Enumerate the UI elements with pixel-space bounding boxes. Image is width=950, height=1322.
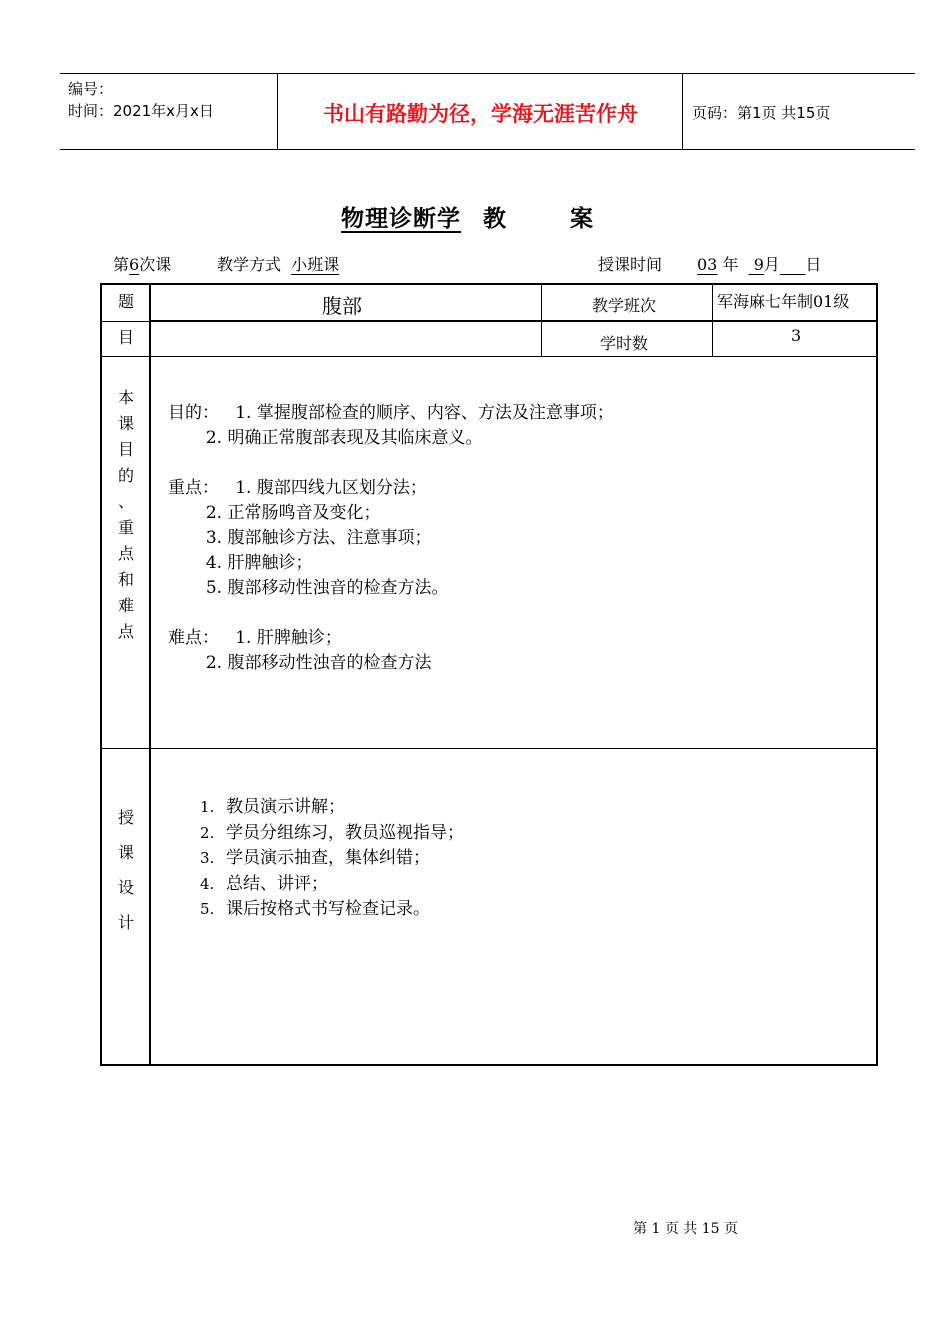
- goals-label-char: 本: [117, 388, 134, 407]
- goals-label-char: 、: [117, 492, 134, 511]
- goals-line: 重点： 1. 腹部四线九区划分法；: [168, 478, 427, 498]
- session-number: 6: [129, 255, 140, 274]
- goals-label-char: 重: [117, 518, 134, 537]
- design-label-char: 课: [117, 843, 134, 862]
- goals-line: 2. 腹部移动性浊音的检查方法: [168, 653, 432, 673]
- method-label: 教学方式: [217, 255, 282, 274]
- goals-line: 难点： 1. 肝脾触诊；: [168, 628, 342, 648]
- column-divider: [541, 285, 542, 357]
- design-item: [200, 792, 464, 818]
- day-suffix: 日: [805, 255, 822, 274]
- lesson-table: [100, 283, 878, 1066]
- year-value: 03: [697, 255, 718, 274]
- page-title: [0, 200, 950, 233]
- row-divider: [102, 356, 878, 357]
- design-label-char: 设: [117, 878, 134, 897]
- number-label: 编号：: [68, 80, 114, 98]
- topic-value: 腹部: [322, 294, 362, 318]
- subject-title: 物理诊断学: [340, 205, 461, 232]
- day-blank: [780, 255, 805, 274]
- year-suffix: 年: [722, 255, 739, 274]
- design-item: [200, 869, 464, 895]
- header-left: [68, 78, 214, 122]
- design-item-number: 4.: [200, 874, 215, 893]
- goals-line: 5. 腹部移动性浊音的检查方法。: [168, 578, 449, 598]
- design-item-number: 2.: [200, 823, 215, 842]
- goals-content: [168, 401, 614, 676]
- design-item-text: 学员分组练习，教员巡视指导；: [226, 822, 464, 843]
- design-item-text: 学员演示抽查，集体纠错；: [226, 848, 430, 868]
- design-item-text: 课后按格式书写检查记录。: [226, 899, 430, 919]
- goals-label-char: 目: [117, 440, 134, 459]
- design-item-text: 教员演示讲解；: [226, 797, 345, 817]
- row-divider: [102, 321, 149, 322]
- header-divider: [682, 74, 683, 149]
- document-header: [60, 73, 915, 150]
- goals-label-char: 和: [117, 570, 134, 589]
- goals-line: 2. 正常肠鸣音及变化；: [168, 503, 381, 523]
- goals-label-char: 点: [117, 544, 134, 563]
- design-item-number: 3.: [200, 849, 215, 867]
- goals-label-char: 难: [117, 596, 134, 615]
- goals-label-char: 的: [117, 466, 134, 485]
- goals-line: [168, 451, 614, 476]
- goals-line: 3. 腹部触诊方法、注意事项；: [168, 528, 432, 548]
- row-divider: [149, 320, 876, 322]
- goals-label-char: 课: [117, 414, 134, 433]
- row-divider: [102, 748, 878, 749]
- date-info: [697, 252, 821, 275]
- motto: 书山有路勤为径，学海无涯苦作舟: [323, 102, 638, 126]
- method-value: 小班课: [291, 255, 340, 274]
- topic-label-1: 题: [117, 292, 134, 311]
- design-item-number: 5.: [200, 900, 215, 918]
- session-info: [113, 252, 171, 275]
- goals-label-char: 点: [117, 622, 134, 641]
- topic-label-2: 目: [117, 328, 134, 347]
- design-item: [200, 818, 464, 844]
- design-label-char: 计: [117, 913, 134, 932]
- session-prefix: 第: [113, 255, 130, 274]
- method-info: [217, 252, 339, 275]
- design-item-text: 总结、讲评；: [226, 873, 328, 894]
- time-info: [598, 252, 662, 275]
- page-footer: 第 1 页 共 15 页: [633, 1221, 738, 1237]
- month-value: 9: [753, 255, 764, 274]
- page-code: 页码：第1页 共15页: [692, 104, 831, 122]
- hours-value: 3: [791, 326, 802, 345]
- design-content: [200, 792, 464, 920]
- goals-line: 目的： 1. 掌握腹部检查的顺序、内容、方法及注意事项；: [168, 403, 614, 423]
- goals-line: [168, 601, 614, 626]
- class-label: 教学班次: [592, 296, 657, 315]
- design-item-number: 1.: [200, 798, 215, 816]
- column-divider: [712, 285, 713, 357]
- doc-type-title: 教 案: [482, 205, 621, 232]
- hours-label: 学时数: [600, 334, 649, 353]
- time-label: 时间：2021年x月x日: [68, 102, 214, 120]
- class-value: 军海麻七年制01级: [717, 292, 850, 311]
- design-item: [200, 894, 464, 920]
- goals-line: 4. 肝脾触诊；: [168, 553, 313, 573]
- time-label: 授课时间: [598, 255, 663, 274]
- row-divider: [542, 320, 712, 321]
- design-label-char: 授: [117, 808, 134, 827]
- design-item: [200, 843, 464, 869]
- session-suffix: 次课: [139, 255, 172, 274]
- month-suffix: 月: [763, 255, 780, 274]
- goals-line: 2. 明确正常腹部表现及其临床意义。: [168, 428, 483, 448]
